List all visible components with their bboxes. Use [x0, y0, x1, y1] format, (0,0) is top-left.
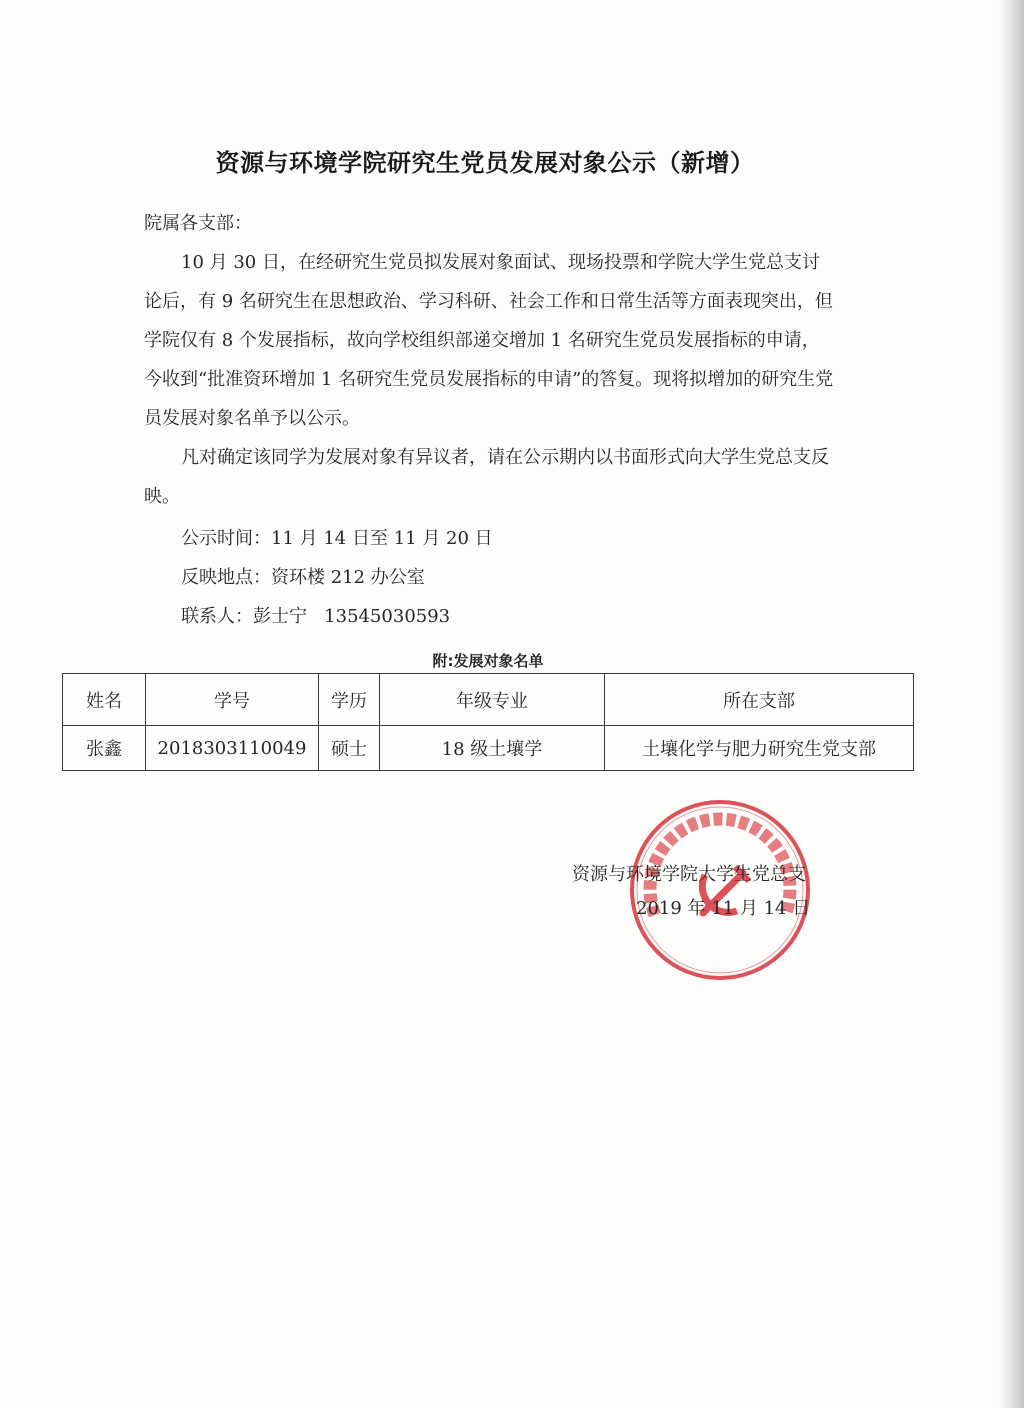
body-paragraph-2: 凡对确定该同学为发展对象有异议者，请在公示期内以书面形式向大学生党总支反映。: [144, 447, 829, 507]
candidate-table: [62, 673, 914, 771]
signing-organization: 资源与环境学院大学生党总支: [572, 864, 806, 885]
table-header-row: [63, 674, 914, 726]
body-paragraph-1: 10 月 30 日，在经研究生党员拟发展对象面试、现场投票和学院大学生党总支讨论后，有 9 名研究生在思想政治、学习科研、社会工作和日常生活等方面表现突出，但学院仅有 8 个发展指标，故向学校组织部递交增加 1 名研究生党员发展指标的申请，今收到“批准资环增加 1 名研究生党员发展指标的申请”的答复。现将拟增加的研究生党员发展对象名单予以公示。: [144, 252, 834, 429]
cell-branch: 土壤化学与肥力研究生党支部: [605, 726, 914, 771]
signing-date: 2019 年 11 月 14 日: [636, 898, 811, 919]
cell-student-id: 2018303110049: [146, 726, 319, 771]
header-student-id: 学号: [146, 674, 319, 726]
table-row: [63, 726, 914, 771]
seal-inner-ring: [637, 807, 803, 973]
document-title: 资源与环境学院研究生党员发展对象公示（新增）: [215, 149, 755, 177]
header-branch: 所在支部: [605, 674, 914, 726]
contact-info: 联系人：彭士宁 13545030593: [181, 606, 451, 627]
cell-degree: 硕士: [319, 726, 380, 771]
header-degree: 学历: [319, 674, 380, 726]
cell-grade-major: 18 级土壤学: [380, 726, 605, 771]
notice-period: 公示时间：11 月 14 日至 11 月 20 日: [181, 528, 493, 549]
cell-name: 张鑫: [63, 726, 146, 771]
seal-outer-ring: [632, 802, 811, 978]
official-seal-stamp: [625, 795, 815, 985]
feedback-location: 反映地点：资环楼 212 办公室: [181, 567, 425, 588]
header-name: 姓名: [63, 674, 146, 726]
table-caption: 附:发展对象名单: [432, 652, 544, 670]
salutation: 院属各支部：: [144, 213, 252, 234]
scan-edge-shadow: [998, 0, 1024, 1408]
header-grade-major: 年级专业: [380, 674, 605, 726]
